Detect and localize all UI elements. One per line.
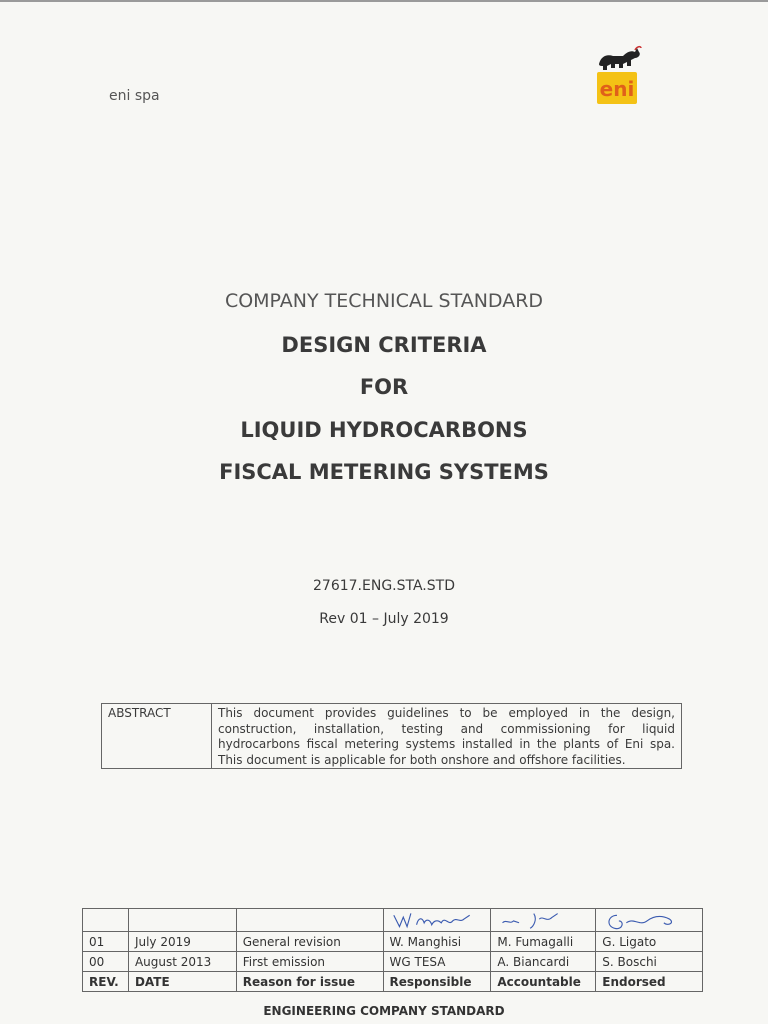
title-line-1: DESIGN CRITERIA: [281, 333, 487, 357]
table-row: [83, 952, 703, 972]
table-cell: M. Fumagalli: [491, 932, 596, 952]
table-cell: General revision: [236, 932, 383, 952]
title-line-4: FISCAL METERING SYSTEMS: [219, 460, 549, 484]
handwritten-signature-icon: [497, 909, 589, 931]
document-code: 27617.ENG.STA.STD: [313, 578, 455, 594]
revision-table: [82, 908, 703, 992]
header-rev: REV.: [83, 972, 129, 992]
table-cell: [83, 909, 129, 932]
header-reason: Reason for issue: [236, 972, 383, 992]
table-cell: 01: [83, 932, 129, 952]
table-cell: WG TESA: [383, 952, 491, 972]
eni-logo: [593, 42, 643, 104]
table-cell: [128, 909, 236, 932]
title-line-2: FOR: [359, 375, 409, 399]
handwritten-signature-icon: [602, 909, 696, 931]
table-cell: A. Biancardi: [491, 952, 596, 972]
abstract-box: [101, 703, 682, 769]
header-endorsed: Endorsed: [596, 972, 703, 992]
footer-title: ENGINEERING COMPANY STANDARD: [263, 1004, 505, 1018]
header-responsible: Responsible: [383, 972, 491, 992]
document-revision: Rev 01 – July 2019: [319, 611, 449, 627]
abstract-text: This document provides guidelines to be employed in the design, construction, installation, testing and commissioning for liquid hydrocarbons fiscal metering systems installed in the plants of Eni spa. This document is applicable for both onshore and offshore facilities.: [218, 706, 675, 767]
company-name: eni spa: [109, 88, 160, 104]
signature-endorsed: [596, 909, 703, 932]
table-cell: S. Boschi: [596, 952, 703, 972]
document-type: COMPANY TECHNICAL STANDARD: [224, 290, 544, 312]
table-cell: July 2019: [128, 932, 236, 952]
handwritten-signature-icon: [390, 909, 485, 931]
abstract-label: ABSTRACT: [102, 704, 212, 768]
table-cell: August 2013: [128, 952, 236, 972]
signature-row: [83, 909, 703, 932]
table-cell: W. Manghisi: [383, 932, 491, 952]
table-cell: 00: [83, 952, 129, 972]
table-cell: G. Ligato: [596, 932, 703, 952]
header-date: DATE: [128, 972, 236, 992]
title-line-3: LIQUID HYDROCARBONS: [240, 418, 528, 442]
signature-responsible: [383, 909, 491, 932]
logo-wordmark: eni: [599, 77, 635, 101]
table-cell: [236, 909, 383, 932]
signature-accountable: [491, 909, 596, 932]
top-border: [0, 0, 768, 2]
table-cell: First emission: [236, 952, 383, 972]
table-header-row: [83, 972, 703, 992]
header-accountable: Accountable: [491, 972, 596, 992]
table-row: [83, 932, 703, 952]
